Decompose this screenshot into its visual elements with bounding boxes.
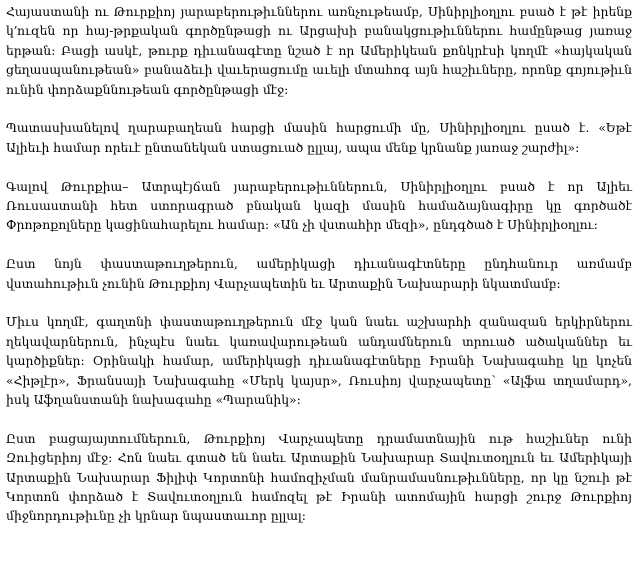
- paragraph-1: Հայաստանի ու Թուրքիոյ յարաբերութիւններու առնչութեամբ, Սինիրլիօղլու բսած է թէ իրենք կ՚ուզեն որ հայ-թրքական գործընթացի ու Արցախի բանակցութիւններու համընթաց յառաջ երթան: Բացի ասկէ, թուրք դիւանագէտը նշած է որ Ամերիկեան քոնկրէսի կողմէ «հայկական ցեղասպանութեան» բանաձեւի վաւերացումը աւելի մտահոգ այն հաշիւները, որոնք գոյութիւն ունին փորձաքննութեան գործընթացի մէջ:: [6, 4, 632, 97]
- paragraph-6: Ըստ բացայայտումներուն, Թուրքիոյ Վարչապետը դրամատնային ութ հաշիւներ ունի Զուիցերիոյ մէջ: Հոն նաեւ գտած են նաեւ Արտաքին Նախարար Տավուտօղլուն եւ Ամերիկայի Արտաքին Նախարար Ֆիլիփ Կորտոնի համոզիչման մանրամասնութիւնները, որ կը նշուի թէ Կորտոն փորձած է Տավուտօղլուն համոզել թէ Իրանի ատոմային հարցի շուրջ Թուրքիոյ միջնորդութիւնը չի կրնար նպաստաւոր ըլլալ:: [6, 430, 632, 524]
- paragraph-3: Գալով Թուրքիա– Ատրպէյճան յարաբերութիւններուն, Սինիրլիօղլու բսած է որ Ալիեւ Ռուսաստանի հետ ստորագրած բնական կազի մասին համաձայնագիրը կը գործածէ Փրոթոքոլները կացինահարելու համար: «Ան չի վստահիր մեզի», ընդգծած է Սինիրլիօղլու:: [6, 178, 632, 233]
- paragraph-2: Պատասխանելով ղարաբաղեան հարցի մասին հարցումի մը, Սինիրլիօղլու ըսած է. «Եթէ Ալիեւի համար որեւէ ընտանեկան ստացուած ըլլայ, ապա մենք կրնանք յառաջ շարժիլ»:: [6, 120, 632, 155]
- paragraph-4: Ըստ նոյն փաստաթուղթերուն, ամերիկացի դիւանագէտները ընդհանուր առմամբ վստահութիւն չունին Թուրքիոյ Վարչապետին եւ Արտաքին Նախարարի նկատմամբ:: [6, 256, 632, 291]
- paragraph-5: Միւս կողմէ, գաղտնի փաստաթուղթերուն մէջ կան նաեւ աշխարհի զանազան երկիրներու ղեկավարներուն, ինչպէս նաեւ կառավարութեան անդամներուն տրուած ածականներ եւ կարծիքներ: Օրինակի համար, ամերիկացի դիւանագէտները Իրանի Նախագահը կը կոչեն «Հիթլէր», Ֆրանսայի Նախագահը «Մերկ կայսր», Ռուսիոյ վարչապետը՝ «Ալֆա տղամարդ», իսկ Աֆղանստանի նախագահը «Պարանիկ»:: [6, 314, 632, 408]
